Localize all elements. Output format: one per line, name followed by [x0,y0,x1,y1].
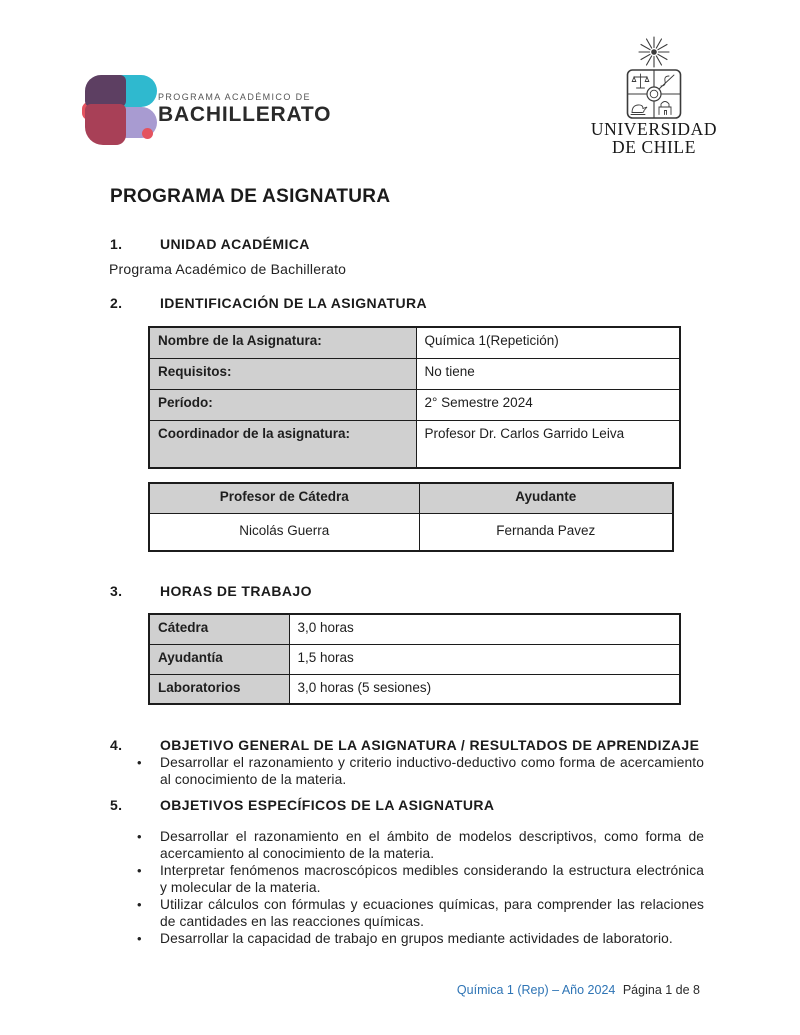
bachillerato-label: BACHILLERATO [158,103,332,126]
bullet-text: Desarrollar el razonamiento en el ámbito de modelos descriptivos, como forma de acercamiento al conocimiento de la materia. [160,829,704,861]
unidad-academica-value: Programa Académico de Bachillerato [109,261,347,277]
row-value: 3,0 horas (5 sesiones) [289,674,680,704]
list-item [137,754,704,788]
row-value: Química 1(Repetición) [416,327,680,358]
bullet-icon: • [137,863,142,878]
row-label: Cátedra [149,614,289,644]
bullet-text: Desarrollar el razonamiento y criterio inductivo-deductivo como forma de acercamiento al conocimiento de la materia. [160,755,704,787]
row-label: Laboratorios [149,674,289,704]
list-item [137,930,704,947]
table-row [149,674,680,704]
logo-maroon-shape [85,104,126,145]
section-number: 5. [110,797,123,813]
row-value: No tiene [416,358,680,389]
bachillerato-wordmark [158,92,331,127]
general-objective-list [137,754,704,788]
program-label: PROGRAMA ACADÉMICO DE [158,92,311,102]
staff-table [148,482,674,552]
section-4-heading [110,737,730,753]
assistant-name: Fernanda Pavez [419,513,673,551]
bullet-text: Utilizar cálculos con fórmulas y ecuaciones químicas, para comprender las relaciones de cantidades en las reacciones químicas. [160,897,704,929]
section-number: 4. [110,737,123,753]
bullet-text: Interpretar fenómenos macroscópicos medibles considerando la estructura electrónica y molecular de la materia. [160,863,704,895]
bullet-icon: • [137,931,142,946]
row-value: 1,5 horas [289,644,680,674]
university-crest-icon [590,36,718,120]
professor-name: Nicolás Guerra [149,513,419,551]
table-header-row [149,483,673,513]
table-row [149,644,680,674]
table-row [149,358,680,389]
row-value: 2° Semestre 2024 [416,389,680,420]
logo-red-dot-shape [142,128,153,139]
section-1-heading [110,236,730,252]
university-name-line1: UNIVERSIDAD [590,119,718,139]
row-label: Coordinador de la asignatura: [149,420,416,468]
table-row [149,513,673,551]
section-3-heading [110,583,730,599]
section-heading-text: OBJETIVOS ESPECÍFICOS DE LA ASIGNATURA [160,797,495,813]
page-title: PROGRAMA DE ASIGNATURA [110,186,391,207]
bachillerato-logo-icon [85,75,165,145]
logo-plum-shape [85,75,126,107]
table-row [149,389,680,420]
section-heading-text: HORAS DE TRABAJO [160,583,312,599]
table-row [149,420,680,468]
row-label: Requisitos: [149,358,416,389]
row-value: Profesor Dr. Carlos Garrido Leiva [416,420,680,468]
section-number: 2. [110,295,123,311]
table-row [149,614,680,644]
row-label: Período: [149,389,416,420]
row-value: 3,0 horas [289,614,680,644]
section-5-heading [110,797,730,813]
column-header: Ayudante [419,483,673,513]
list-item [137,828,704,862]
column-header: Profesor de Cátedra [149,483,419,513]
section-heading-text: UNIDAD ACADÉMICA [160,236,310,252]
section-heading-text: IDENTIFICACIÓN DE LA ASIGNATURA [160,295,427,311]
hours-table [148,613,681,705]
list-item [137,896,704,930]
bullet-text: Desarrollar la capacidad de trabajo en grupos mediante actividades de laboratorio. [160,931,673,946]
section-heading-text: OBJETIVO GENERAL DE LA ASIGNATURA / RESULTADOS DE APRENDIZAJE [160,737,700,753]
university-name-line2: DE CHILE [611,137,697,157]
row-label: Ayudantía [149,644,289,674]
bullet-icon: • [137,755,142,770]
identification-table [148,326,681,469]
section-number: 1. [110,236,123,252]
bullet-icon: • [137,829,142,844]
section-number: 3. [110,583,123,599]
section-2-heading [110,295,730,311]
footer-course-reference: Química 1 (Rep) – Año 2024 [456,983,616,997]
list-item [137,862,704,896]
page-footer [457,983,700,997]
bullet-icon: • [137,897,142,912]
specific-objectives-list [137,828,704,947]
row-label: Nombre de la Asignatura: [149,327,416,358]
table-row [149,327,680,358]
footer-page-indicator: Página 1 de 8 [622,983,700,997]
universidad-de-chile-logo [590,36,718,156]
